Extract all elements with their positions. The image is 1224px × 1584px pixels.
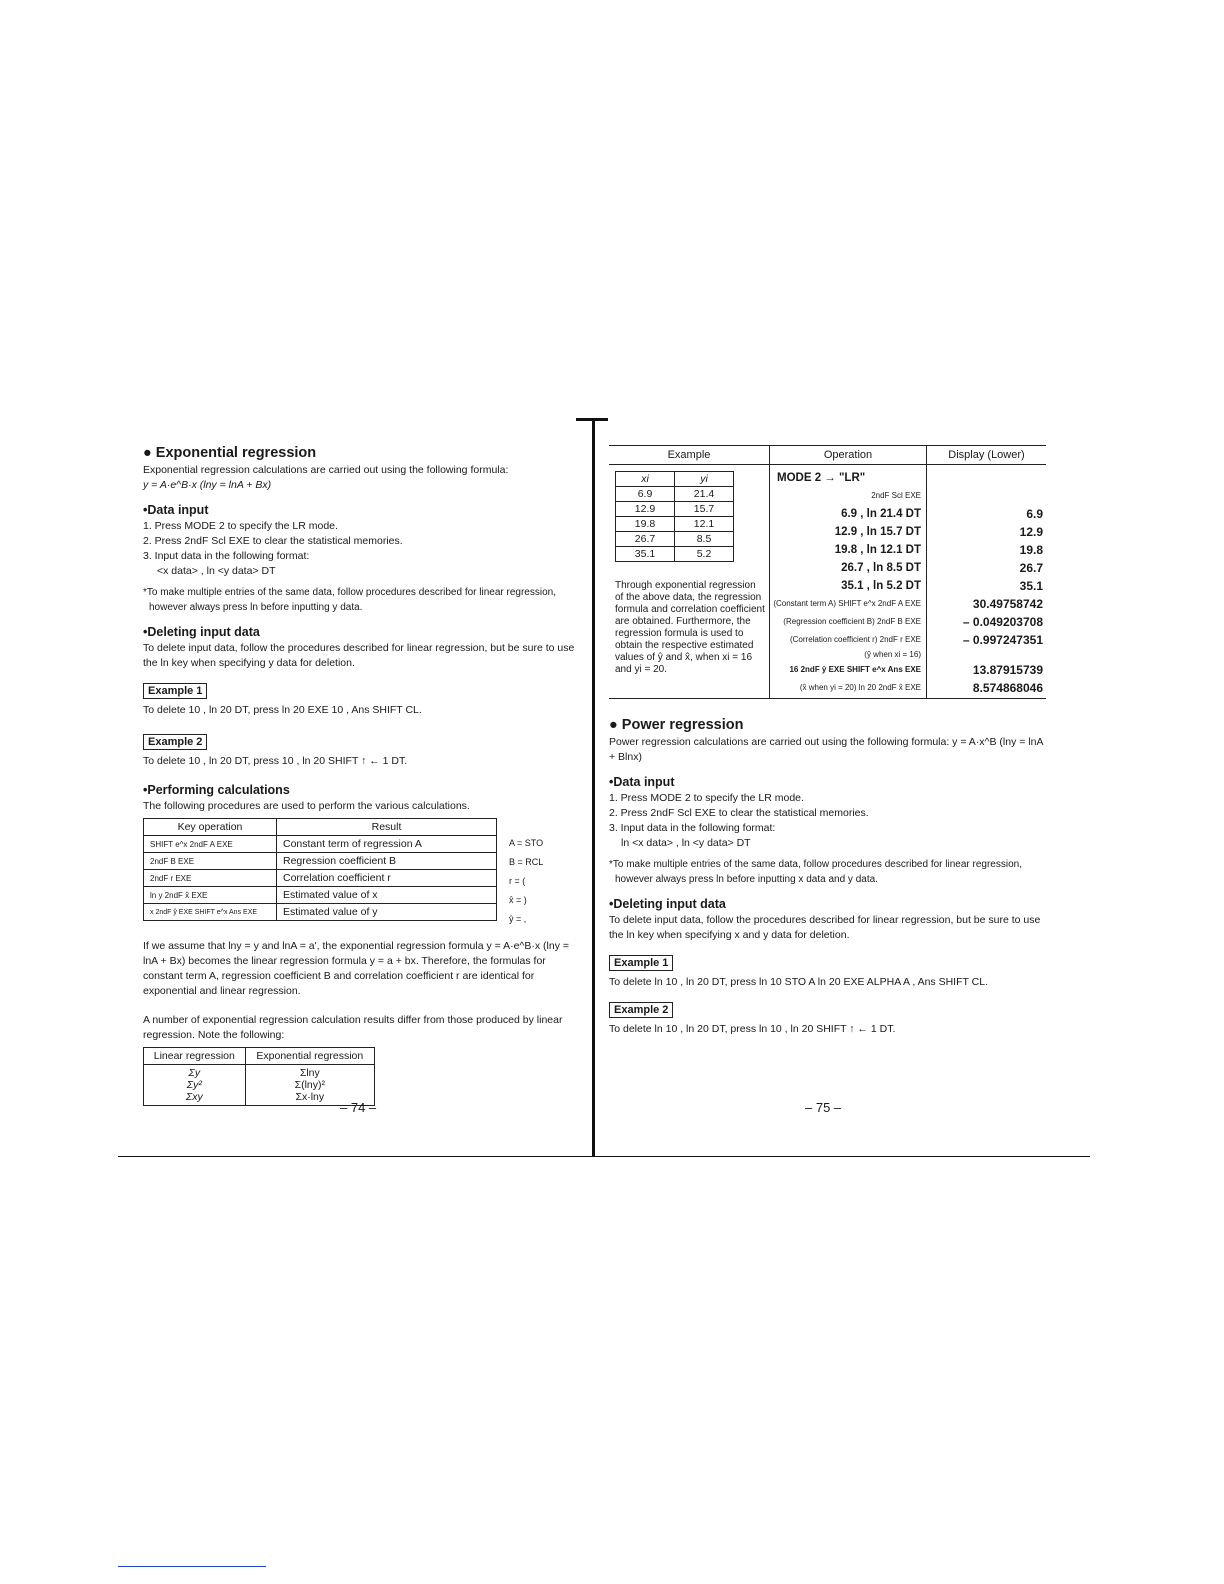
section-title: ● Power regression: [609, 717, 744, 733]
column-header: Exponential regression: [245, 1048, 374, 1065]
operation-line: (Regression coefficient B) 2ndF B EXE: [783, 617, 921, 626]
key-equivalent: A = STO: [509, 838, 544, 848]
yi-value: 15.7: [675, 502, 734, 517]
binding-top-mark: [576, 418, 608, 421]
data-input-steps: [143, 519, 583, 564]
data-input-heading: •Data input: [609, 775, 675, 789]
section-title: ● Exponential regression: [143, 445, 317, 461]
deleting-heading: •Deleting input data: [143, 625, 260, 639]
step-item: 1. Press MODE 2 to specify the LR mode.: [143, 520, 338, 532]
key-cell: 2ndF B EXE: [144, 853, 277, 870]
step-item: 3. Input data in the following format:: [609, 822, 776, 834]
key-equivalents: [509, 818, 543, 933]
display-value: 8.574868046: [972, 681, 1043, 695]
example-label: Example 2: [143, 734, 207, 750]
operation-line: 12.9 , ln 15.7 DT: [834, 526, 921, 538]
display-value: 12.9: [1019, 525, 1043, 539]
sum-item: Σ(lny)²: [294, 1079, 326, 1091]
table-row: [144, 853, 497, 870]
key-cell: ln y 2ndF x̂ EXE: [144, 887, 277, 904]
xi-value: 19.8: [616, 517, 675, 532]
example-text: To delete ln 10 , ln 20 DT, press ln 10 , ln 20 SHIFT ↑ ← 1 DT.: [609, 1023, 896, 1035]
display-value: [928, 469, 1045, 487]
yi-header: yi: [675, 472, 734, 487]
example-label: Example 1: [609, 955, 673, 971]
operation-cell: [770, 465, 927, 699]
key-equivalent: B = RCL: [509, 857, 544, 867]
display-value: 35.1: [1019, 579, 1043, 593]
comparison-table: [143, 1047, 375, 1106]
example-description: Through exponential regression of the above data, the regression formula and correlation coefficient are obtained. Furthermore, the regression formula is used to obtain the respective estimated values of ŷ and x̂, when xi = 16 and yi = 20.: [615, 580, 765, 675]
key-cell: SHIFT e^x 2ndF A EXE: [144, 836, 277, 853]
key-equivalent: x̂ = ): [509, 895, 527, 905]
column-header: Example: [609, 446, 770, 465]
display-value: – 0.049203708: [962, 615, 1043, 629]
yi-value: 8.5: [675, 532, 734, 547]
operation-line: (ŷ when xi = 16): [864, 650, 921, 659]
display-value: 19.8: [1019, 543, 1043, 557]
table-row: [144, 887, 497, 904]
operation-line: (Correlation coefficient r) 2ndF r EXE: [789, 635, 921, 644]
note: *To make multiple entries of the same data, follow procedures described for linear regression, however always press ln before inputting y data.: [143, 587, 556, 613]
key-operation-table: [143, 818, 497, 921]
column-header: Key operation: [144, 819, 277, 836]
example-label: Example 2: [609, 1002, 673, 1018]
example-text: To delete 10 , ln 20 DT, press 10 , ln 20 SHIFT ↑ ← 1 DT.: [143, 755, 408, 767]
key-equivalent: ŷ = ,: [509, 914, 527, 924]
deleting-text: To delete input data, follow the procedures described for linear regression, but be sure to use the ln key when specifying y data for deletion.: [143, 642, 575, 669]
operation-line: 19.8 , ln 12.1 DT: [834, 544, 921, 556]
key-cell: 2ndF r EXE: [144, 870, 277, 887]
input-format: <x data> , ln <y data> DT: [157, 565, 276, 577]
performing-text: The following procedures are used to perform the various calculations.: [143, 800, 470, 812]
intro-text: Exponential regression calculations are carried out using the following formula:: [143, 464, 509, 476]
page-number: – 75 –: [805, 1100, 842, 1115]
xi-value: 6.9: [616, 487, 675, 502]
column-header: Operation: [770, 446, 927, 465]
xi-value: 26.7: [616, 532, 675, 547]
assume-text: If we assume that lny = y and lnA = a', the exponential regression formula y = A·e^B·x (lny = lnA + Bx) becomes the linear regression formula y = a + bx. Therefore, the formulas for constant term A, regression coefficient B and correlation coefficient r are identical for exponential and linear regression.: [143, 940, 569, 997]
page-right: [609, 445, 1046, 1037]
performing-heading: •Performing calculations: [143, 783, 290, 797]
xi-value: 35.1: [616, 547, 675, 562]
display-value: 6.9: [1026, 507, 1043, 521]
example-cell: [609, 465, 770, 699]
sum-item: Σy: [188, 1067, 201, 1079]
data-input-steps: [609, 791, 1046, 836]
binding-spine: [592, 418, 595, 1156]
data-input-heading: •Data input: [143, 503, 209, 517]
page-number: – 74 –: [340, 1100, 377, 1115]
linear-cell: [144, 1065, 246, 1106]
result-cell: Regression coefficient B: [277, 853, 497, 870]
example-text: To delete 10 , ln 20 DT, press ln 20 EXE 10 , Ans SHIFT CL.: [143, 704, 422, 716]
display-value: [928, 649, 1045, 661]
xi-value: 12.9: [616, 502, 675, 517]
operation-line: 6.9 , ln 21.4 DT: [841, 508, 921, 520]
step-item: 2. Press 2ndF Scl EXE to clear the statistical memories.: [609, 807, 869, 819]
operation-line: 35.1 , ln 5.2 DT: [841, 580, 921, 592]
result-cell: Estimated value of y: [277, 904, 497, 921]
sum-item: Σx·lny: [295, 1091, 325, 1103]
operation-line: MODE 2 → "LR": [777, 472, 866, 484]
column-header: Result: [277, 819, 497, 836]
example-table: [609, 445, 1046, 699]
step-item: 2. Press 2ndF Scl EXE to clear the statistical memories.: [143, 535, 403, 547]
xy-data-table: [615, 471, 734, 562]
display-value: [928, 487, 1045, 505]
step-item: 3. Input data in the following format:: [143, 550, 310, 562]
column-header: Linear regression: [144, 1048, 246, 1065]
display-value: 13.87915739: [972, 663, 1043, 677]
input-format: ln <x data> , ln <y data> DT: [621, 837, 751, 849]
yi-value: 5.2: [675, 547, 734, 562]
result-cell: Correlation coefficient r: [277, 870, 497, 887]
result-cell: Estimated value of x: [277, 887, 497, 904]
table-row: [144, 836, 497, 853]
note: *To make multiple entries of the same data, follow procedures described for linear regression, however always press ln before inputting x data and y data.: [609, 859, 1022, 885]
display-value: 30.49758742: [972, 597, 1043, 611]
page-left: [143, 445, 583, 1106]
key-cell: x 2ndF ŷ EXE SHIFT e^x Ans EXE: [144, 904, 277, 921]
sum-item: Σxy: [185, 1091, 203, 1103]
result-cell: Constant term of regression A: [277, 836, 497, 853]
operation-line: (x̂ when yi = 20) ln 20 2ndF x̂ EXE: [799, 683, 921, 692]
operation-line: 2ndF Scl EXE: [871, 491, 921, 500]
intro-text: Power regression calculations are carried out using the following formula: y = A·x^B (lny = lnA + Blnx): [609, 736, 1043, 763]
table-row: [144, 904, 497, 921]
column-header: Display (Lower): [927, 446, 1047, 465]
step-item: 1. Press MODE 2 to specify the LR mode.: [609, 792, 804, 804]
footer-rule: [118, 1566, 266, 1567]
bottom-rule: [118, 1156, 1090, 1157]
sum-item: Σlny: [299, 1067, 320, 1079]
formula: y = A·e^B·x (lny = lnA + Bx): [143, 479, 272, 491]
example-label: Example 1: [143, 683, 207, 699]
display-cell: [927, 465, 1047, 699]
differ-text: A number of exponential regression calculation results differ from those produced by linear regression. Note the following:: [143, 1014, 563, 1041]
yi-value: 21.4: [675, 487, 734, 502]
operation-line: (Constant term A) SHIFT e^x 2ndF A EXE: [773, 599, 921, 608]
display-value: – 0.997247351: [962, 633, 1043, 647]
display-value: 26.7: [1019, 561, 1043, 575]
example-text: To delete ln 10 , ln 20 DT, press ln 10 STO A ln 20 EXE ALPHA A , Ans SHIFT CL.: [609, 976, 988, 988]
operation-line: 16 2ndF ŷ EXE SHIFT e^x Ans EXE: [789, 665, 921, 674]
key-equivalent: r = (: [509, 876, 526, 886]
table-row: [144, 870, 497, 887]
deleting-heading: •Deleting input data: [609, 897, 726, 911]
yi-value: 12.1: [675, 517, 734, 532]
sum-item: Σy²: [186, 1079, 202, 1091]
deleting-text: To delete input data, follow the procedures described for linear regression, but be sure to use the ln key when specifying x and y data for deletion.: [609, 914, 1041, 941]
xi-header: xi: [616, 472, 675, 487]
operation-line: 26.7 , ln 8.5 DT: [841, 562, 921, 574]
